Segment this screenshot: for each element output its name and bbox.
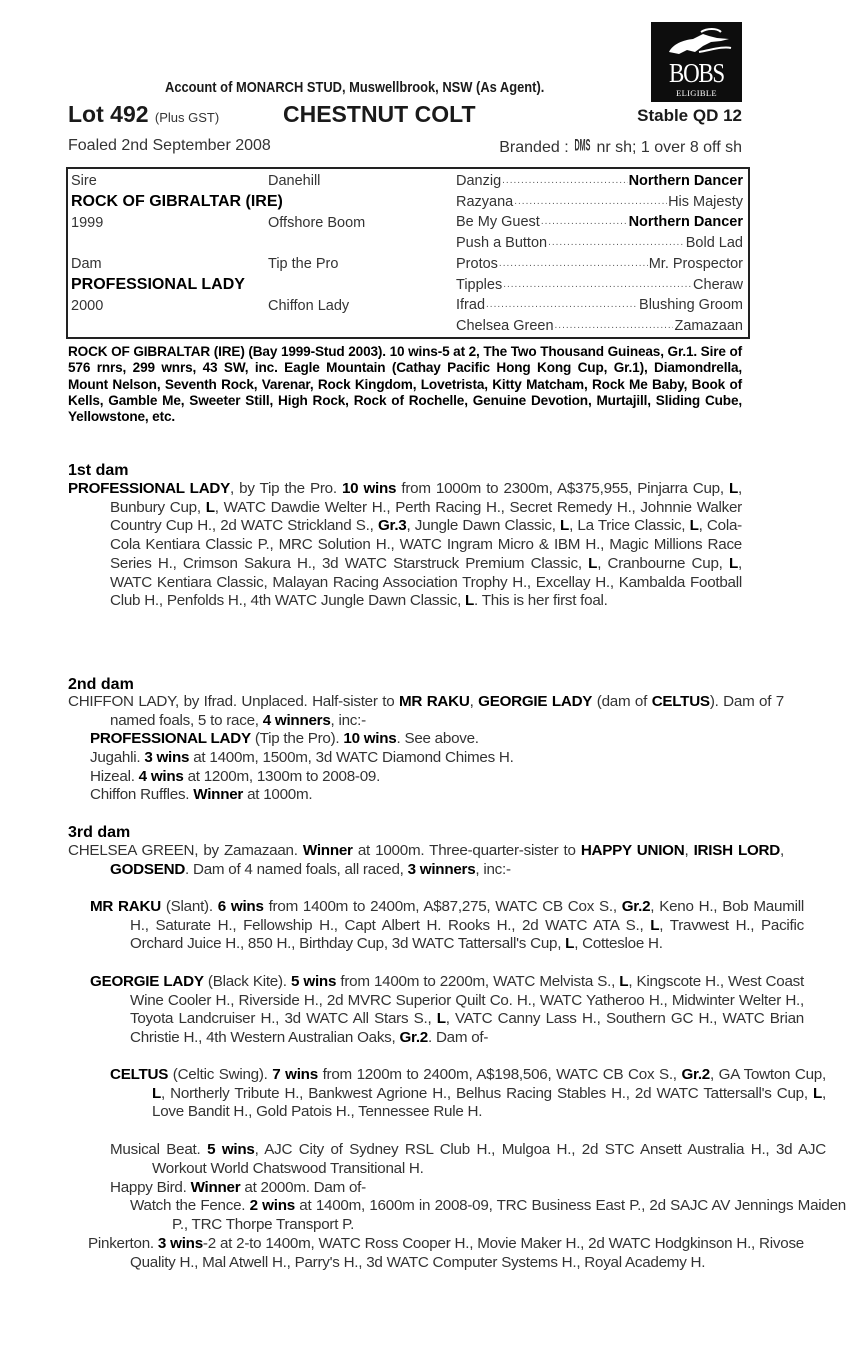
bold-text: 7 wins	[272, 1066, 318, 1083]
brand-mark: DMS	[574, 134, 591, 155]
bold-text: L	[619, 973, 629, 990]
bobs-eligible-logo	[651, 22, 742, 102]
branded-details: nr sh; 1 over 8 off sh	[596, 139, 742, 156]
text: Chiffon Ruffles.	[90, 786, 194, 803]
great-grandsire: Bold Lad	[685, 235, 743, 252]
grandparent-row	[68, 233, 748, 253]
bold-text: L	[588, 554, 598, 572]
dot-leader	[502, 171, 627, 191]
sire-sire: Danehill	[268, 173, 321, 189]
bold-text: L	[728, 480, 738, 497]
text: at 1200m, 1300m to 2008-09.	[183, 768, 381, 785]
bold-text: L	[436, 1010, 446, 1028]
horse-head-icon	[651, 22, 742, 62]
text: , Cranbourne Cup,	[597, 554, 729, 572]
bold-text: 4 wins	[138, 768, 184, 785]
bold-text: 4 winners	[262, 711, 331, 729]
bold-text: 6 wins	[217, 898, 264, 915]
produce-entry	[68, 768, 784, 787]
produce-entry	[68, 973, 804, 1048]
produce-entry	[68, 1066, 826, 1122]
produce-entry	[68, 749, 784, 768]
bold-text: 5 wins	[290, 973, 337, 990]
bold-text: Gr.2	[681, 1066, 710, 1083]
vendor-account: Account of MONARCH STUD, Muswellbrook, NSW (As Agent).	[165, 79, 545, 96]
text: Hizeal.	[90, 768, 139, 785]
dot-leader	[555, 316, 674, 336]
bold-text: L	[152, 1084, 162, 1102]
text: Jugahli.	[90, 749, 145, 766]
grandparent-name: Push a Button	[456, 235, 548, 252]
produce-entry	[68, 1141, 826, 1178]
bold-text: CELTUS	[651, 693, 710, 710]
text: Musical Beat.	[110, 1141, 208, 1158]
text: , Kingscote H., West Coast Wine Cooler H., Riverside H., 2d MVRC Superior Quilt Co. H., WATC Yatheroo H., Midwinter Welter H., Toyota Landcruiser H., 3d WATC All Stars S.,	[130, 973, 804, 1028]
text: , Love Bandit H., Gold Patois H., Tennessee Rule H.	[152, 1084, 826, 1121]
branded-info	[499, 134, 742, 157]
grandparent-name: Be My Guest	[456, 214, 540, 231]
pedigree-table	[66, 167, 750, 339]
bold-text: CELTUS	[110, 1066, 169, 1083]
second-dam-text	[68, 693, 784, 730]
great-grandsire: Blushing Groom	[639, 297, 743, 314]
text: (Slant).	[160, 898, 218, 915]
dam-label: Dam	[71, 256, 102, 272]
text: . Dam of 4 named foals, all raced,	[185, 860, 408, 878]
text: at 1000m. Three-quarter-sister to	[352, 842, 581, 859]
text: from 1400m to 2400m, A$87,275, WATC CB Cox S.,	[263, 898, 622, 915]
text: (dam of	[592, 693, 652, 710]
text: , Keno H., Bob Maumill H., Saturate H., Fellowship H., Capt Albert H. Rooks H., 2d WATC ATA S.,	[130, 898, 804, 934]
text: , inc:-	[330, 711, 366, 729]
dot-leader	[514, 192, 667, 212]
great-grandsire: His Majesty	[668, 193, 743, 210]
text: from 1200m to 2400m, A$198,506, WATC CB Cox S.,	[317, 1066, 682, 1083]
text: CHIFFON LADY, by Ifrad. Unplaced. Half-sister to	[68, 693, 399, 710]
text: at 2000m. Dam of-	[240, 1179, 366, 1196]
dam-name: PROFESSIONAL LADY	[71, 276, 245, 293]
dot-leader	[503, 275, 692, 295]
grandparent-row	[68, 275, 748, 295]
text: , La Trice Classic,	[569, 517, 690, 535]
bold-text: 10 wins	[343, 730, 397, 747]
dot-leader	[499, 254, 648, 274]
dam-sire: Tip the Pro	[268, 256, 339, 272]
text: at 1000m.	[243, 786, 313, 803]
text: CHELSEA GREEN, by Zamazaan.	[68, 842, 303, 859]
stable-number: Stable QD 12	[637, 106, 742, 125]
text: , Jungle Dawn Classic,	[406, 517, 561, 535]
logo-title: BOBS	[669, 58, 724, 88]
great-grandsire: Zamazaan	[674, 317, 743, 334]
sire-summary: ROCK OF GIBRALTAR (IRE) (Bay 1999-Stud 2003). 10 wins-5 at 2, The Two Thousand Guineas, Gr.1. Sire of 576 rnrs, 299 wnrs, 43 SW, inc. Eagle Mountain (Cathay Pacific Hong Kong Cup, Gr.1), Diamondrella, Mount Nelson, Seventh Rock, Varenar, Rock Kingdom, Lovetrista, Kitty Matcham, Rock Me Baby, Book of Kells, Gamble Me, Sweeter Still, High Rock, Rock of Rochelle, Genuine Devotion, Murtajill, Sliding Cube, Yellowstone, etc.	[68, 344, 742, 425]
text: from 1400m to 2200m, WATC Melvista S.,	[336, 973, 620, 990]
bold-text: PROFESSIONAL LADY	[90, 730, 251, 747]
bold-text: GEORGIE LADY	[478, 693, 593, 710]
text: (Black Kite).	[203, 973, 291, 990]
grandparent-row	[68, 254, 748, 274]
grandparent-name: Ifrad	[456, 297, 486, 314]
dam-year: 2000	[71, 298, 104, 314]
grandparent-name: Chelsea Green	[456, 317, 554, 334]
foaled-date: Foaled 2nd September 2008	[68, 137, 271, 154]
bold-text: L	[465, 592, 475, 610]
bold-text: 3 wins	[144, 749, 190, 766]
lot-label: Lot 492	[68, 101, 149, 127]
text: ,	[780, 842, 784, 859]
text: , by Tip the Pro.	[230, 480, 342, 497]
produce-entry	[68, 1235, 804, 1272]
bold-text: Winner	[193, 786, 244, 803]
text: ). Dam of 7 named foals, 5 to race,	[110, 693, 784, 729]
text: , Bunbury Cup,	[110, 480, 742, 516]
bold-text: GODSEND	[110, 860, 186, 878]
bold-text: Gr.3	[377, 517, 407, 535]
produce-entry	[68, 1179, 826, 1198]
text: at 1400m, 1600m in 2008-09, TRC Business East P., 2d SAJC AV Jennings Maiden P., TRC Thorpe Transport P.	[172, 1197, 846, 1233]
bold-text: L	[812, 1084, 823, 1102]
bold-text: Winner	[302, 842, 353, 859]
bold-text: L	[565, 935, 575, 953]
great-grandsire: Mr. Prospector	[648, 255, 743, 272]
grandparent-row	[68, 212, 748, 232]
text: , WATC Dawdie Welter H., Perth Racing H., Secret Remedy H., Johnnie Walker Country Cup H., 2d WATC Strickland S.,	[110, 498, 742, 535]
bold-text: 5 wins	[207, 1141, 255, 1158]
bold-text: Winner	[190, 1179, 241, 1196]
produce-entry	[68, 898, 804, 954]
dot-leader	[541, 212, 628, 232]
text: -2 at 2-to 1400m, WATC Ross Cooper H., Movie Maker H., 2d WATC Hodgkinson H., Rivose Quality H., Mal Atwell H., Parry's H., 3d WATC Computer Systems H., Royal Academy H.	[130, 1235, 804, 1271]
first-dam-text	[68, 480, 742, 611]
grandparent-row	[68, 295, 748, 315]
text: ,	[684, 842, 694, 859]
great-grandsire: Northern Dancer	[628, 214, 743, 231]
bold-text: L	[560, 517, 570, 535]
second-dam-heading: 2nd dam	[68, 676, 134, 693]
text: , WATC Kentiara Classic, Malayan Racing Association Trophy H., Excellay H., Kambalda Football Club H., Penfolds H., 4th WATC Jungle Dawn Classic,	[110, 554, 742, 610]
text: ,	[469, 693, 479, 710]
dot-leader	[548, 233, 685, 253]
branded-label: Branded :	[499, 139, 569, 156]
grandparent-row	[68, 171, 748, 191]
lot-description: CHESTNUT COLT	[283, 101, 476, 127]
lot-line	[68, 101, 742, 127]
text: . Dam of-	[428, 1029, 489, 1047]
text: , Cola-Cola Kentiara Classic P., MRC Solution H., WATC Ingram Micro & IBM H., Magic Millions Race Series H., Crimson Sakura H., 3d WATC Starstruck Premium Classic,	[110, 517, 742, 572]
text: , Travwest H., Pacific Orchard Juice H., 850 H., Birthday Cup, 3d WATC Tattersall's Cup,	[130, 916, 804, 953]
great-grandsire: Northern Dancer	[628, 173, 743, 189]
text: , VATC Canny Lass H., Southern GC H., WATC Brian Christie H., 4th Western Australian Oaks,	[130, 1010, 804, 1047]
logo-subtitle: ELIGIBLE	[676, 88, 717, 98]
third-dam-heading: 3rd dam	[68, 824, 131, 841]
bold-text: L	[689, 517, 699, 535]
sire-label: Sire	[71, 173, 97, 189]
grandparent-row	[68, 192, 748, 212]
text: Pinkerton.	[88, 1235, 158, 1252]
text: . See above.	[396, 730, 479, 747]
text: , Cottesloe H.	[574, 935, 663, 953]
gst-note: (Plus GST)	[154, 110, 220, 125]
grandparent-name: Protos	[456, 255, 498, 272]
bold-text: IRISH LORD	[693, 842, 780, 859]
bold-text: Gr.2	[399, 1029, 429, 1047]
bold-text: Gr.2	[621, 898, 651, 915]
text: Watch the Fence.	[130, 1197, 250, 1214]
bold-text: 3 wins	[157, 1235, 203, 1252]
produce-entry	[68, 730, 784, 749]
grandparent-name: Razyana	[456, 193, 514, 210]
text: from 1000m to 2300m, A$375,955, Pinjarra Cup,	[396, 480, 729, 497]
third-dam-text	[68, 842, 784, 879]
grandparent-row	[68, 316, 748, 336]
text: (Tip the Pro).	[250, 730, 344, 747]
great-grandsire: Cheraw	[693, 276, 743, 293]
grandparent-name: Danzig	[456, 173, 502, 189]
text: at 1400m, 1500m, 3d WATC Diamond Chimes H.	[189, 749, 514, 766]
text: Happy Bird.	[110, 1179, 191, 1196]
bold-text: 10 wins	[341, 480, 397, 497]
bold-text: MR RAKU	[90, 898, 161, 915]
bold-text: L	[728, 554, 739, 572]
sire-year: 1999	[71, 215, 104, 231]
dam-dam: Chiffon Lady	[268, 298, 350, 314]
dot-leader	[486, 295, 638, 315]
lot-number	[68, 101, 219, 128]
produce-entry	[68, 1197, 846, 1234]
first-dam-heading: 1st dam	[68, 462, 129, 479]
bold-text: L	[205, 498, 215, 516]
grandparent-name: Tipples	[456, 276, 503, 293]
produce-entry	[68, 786, 784, 805]
bold-text: GEORGIE LADY	[90, 973, 204, 990]
text: . This is her first foal.	[474, 592, 608, 610]
text: , Northerly Tribute H., Bankwest Agrione H., Belhus Racing Stables H., 2d WATC Tattersall's Cup,	[161, 1084, 813, 1102]
text: , AJC City of Sydney RSL Club H., Mulgoa H., 2d STC Ansett Australia H., 3d AJC Workout World Chatswood Transitional H.	[152, 1141, 826, 1177]
bold-text: HAPPY UNION	[580, 842, 685, 859]
bold-text: PROFESSIONAL LADY	[68, 480, 231, 497]
sire-dam: Offshore Boom	[268, 215, 366, 231]
bold-text: MR RAKU	[399, 693, 470, 710]
text: (Celtic Swing).	[168, 1066, 273, 1083]
text: , GA Towton Cup,	[710, 1066, 826, 1083]
bold-text: L	[650, 916, 660, 934]
text: , inc:-	[475, 860, 511, 878]
bold-text: 3 winners	[407, 860, 476, 878]
bold-text: 2 wins	[249, 1197, 295, 1214]
sire-name: ROCK OF GIBRALTAR (IRE)	[71, 193, 283, 210]
